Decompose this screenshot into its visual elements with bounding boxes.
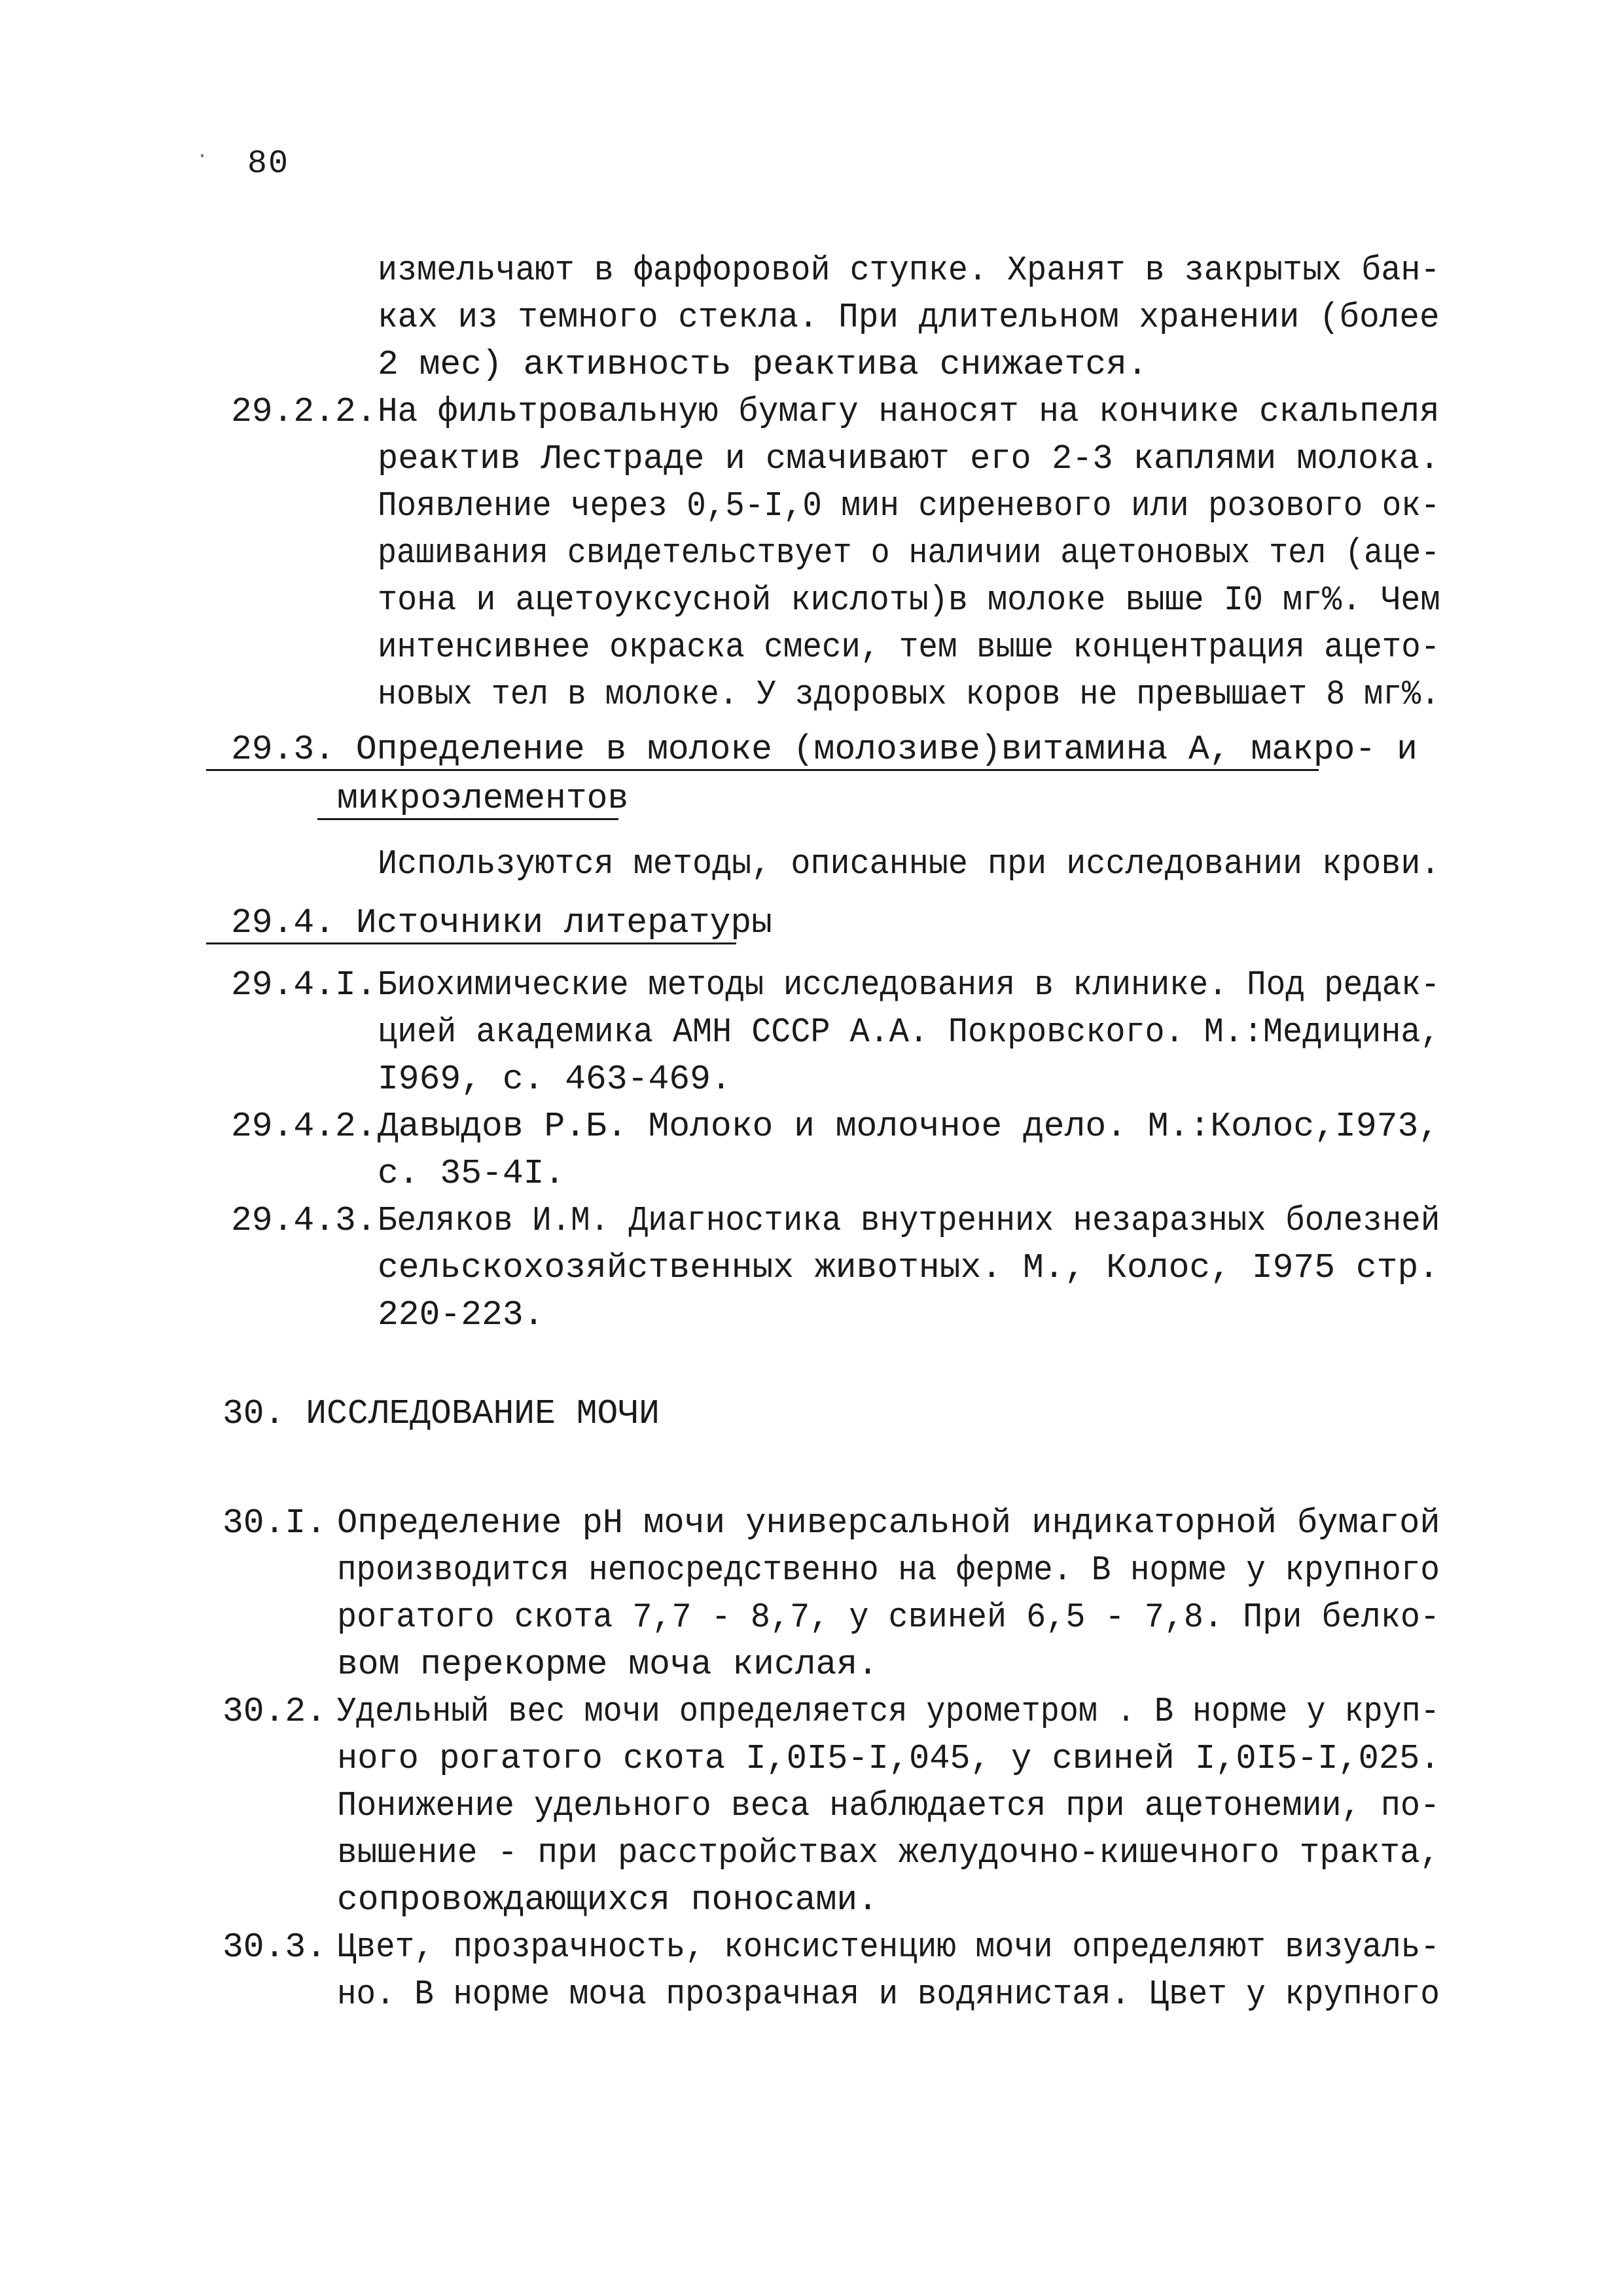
section-text-line: вом перекорме моча кислая. [337,1645,878,1684]
reference-number: 29.4.3. [231,1201,377,1240]
section-text-line: тона и ацетоуксусной кислоты)в молоке выше I0 мг%. Чем [378,581,1440,620]
section-text-line: сопровождающихся поносами. [337,1880,878,1920]
section-text-line: интенсивнее окраска смеси, тем выше концентрация ацето- [378,628,1440,667]
heading-29-3-line-1: 29.3. Определение в молоке (молозиве)витамина А, макро- и [231,730,1418,769]
intro-line: ках из темного стекла. При длительном хранении (более [378,298,1440,337]
reference-line: Давыдов Р.Б. Молоко и молочное дело. М.:Колос,I973, [378,1107,1440,1146]
heading-29-4: 29.4. Источники литературы [231,903,772,942]
section-text-line: рашивания свидетельствует о наличии ацетоновых тел (аце- [378,533,1440,573]
section-text-line: Удельный вес мочи определяется урометром . В норме у круп- [337,1692,1440,1731]
reference-line: Беляков И.М. Диагностика внутренних незаразных болезней [378,1201,1440,1240]
heading-underline [206,942,736,944]
intro-line: 2 мес) активность реактива снижается. [378,345,1148,384]
reference-line: с. 35-4I. [378,1154,565,1193]
reference-number: 29.4.I. [231,965,377,1005]
section-number: 29.2.2. [231,392,377,431]
section-text-line: производится непосредственно на ферме. В норме у крупного [337,1551,1440,1590]
page-number: 80 [247,145,290,183]
reference-number: 29.4.2. [231,1107,377,1146]
intro-line: измельчают в фарфоровой ступке. Хранят в закрытых бан- [378,251,1440,290]
heading-underline [317,818,618,820]
heading-29-3-line-2: микроэлементов [337,779,629,818]
section-text-line: Определение рН мочи универсальной индикаторной бумагой [337,1503,1440,1543]
section-text-line: Появление через 0,5-I,0 мин сиреневого или розового ок- [378,486,1440,526]
margin-mark: · [196,145,209,168]
reference-line: цией академика АМН СССР А.А. Покровского. М.:Медицина, [378,1013,1440,1052]
section-text-line: но. В норме моча прозрачная и водянистая. Цвет у крупного [337,1975,1440,2014]
heading-underline [206,769,1319,771]
section-number: 30.2. [223,1692,327,1731]
section-text-line: Используются методы, описанные при исследовании крови. [378,844,1440,884]
section-text-line: рогатого скота 7,7 - 8,7, у свиней 6,5 - 7,8. При белко- [337,1598,1440,1637]
section-number: 30.3. [223,1928,327,1967]
section-text-line: ного рогатого скота I,0I5-I,045, у свиней I,0I5-I,025. [337,1739,1440,1778]
chapter-heading-30: 30. ИССЛЕДОВАНИЕ МОЧИ [223,1394,660,1433]
reference-line: I969, с. 463-469. [378,1060,732,1099]
reference-line: Биохимические методы исследования в клинике. Под редак- [378,965,1440,1005]
reference-line: сельскохозяйственных животных. М., Колос, I975 стр. [378,1248,1440,1287]
section-text-line: вышение - при расстройствах желудочно-кишечного тракта, [337,1833,1440,1873]
section-text-line: На фильтровальную бумагу наносят на кончике скальпеля [378,392,1440,431]
section-text-line: новых тел в молоке. У здоровых коров не превышает 8 мг%. [378,675,1440,714]
section-text-line: Понижение удельного веса наблюдается при ацетонемии, по- [337,1786,1440,1825]
reference-line: 220-223. [378,1295,544,1335]
section-number: 30.I. [223,1503,327,1543]
section-text-line: реактив Лестраде и смачивают его 2-3 каплями молока. [378,439,1440,478]
section-text-line: Цвет, прозрачность, консистенцию мочи определяют визуаль- [337,1928,1440,1967]
